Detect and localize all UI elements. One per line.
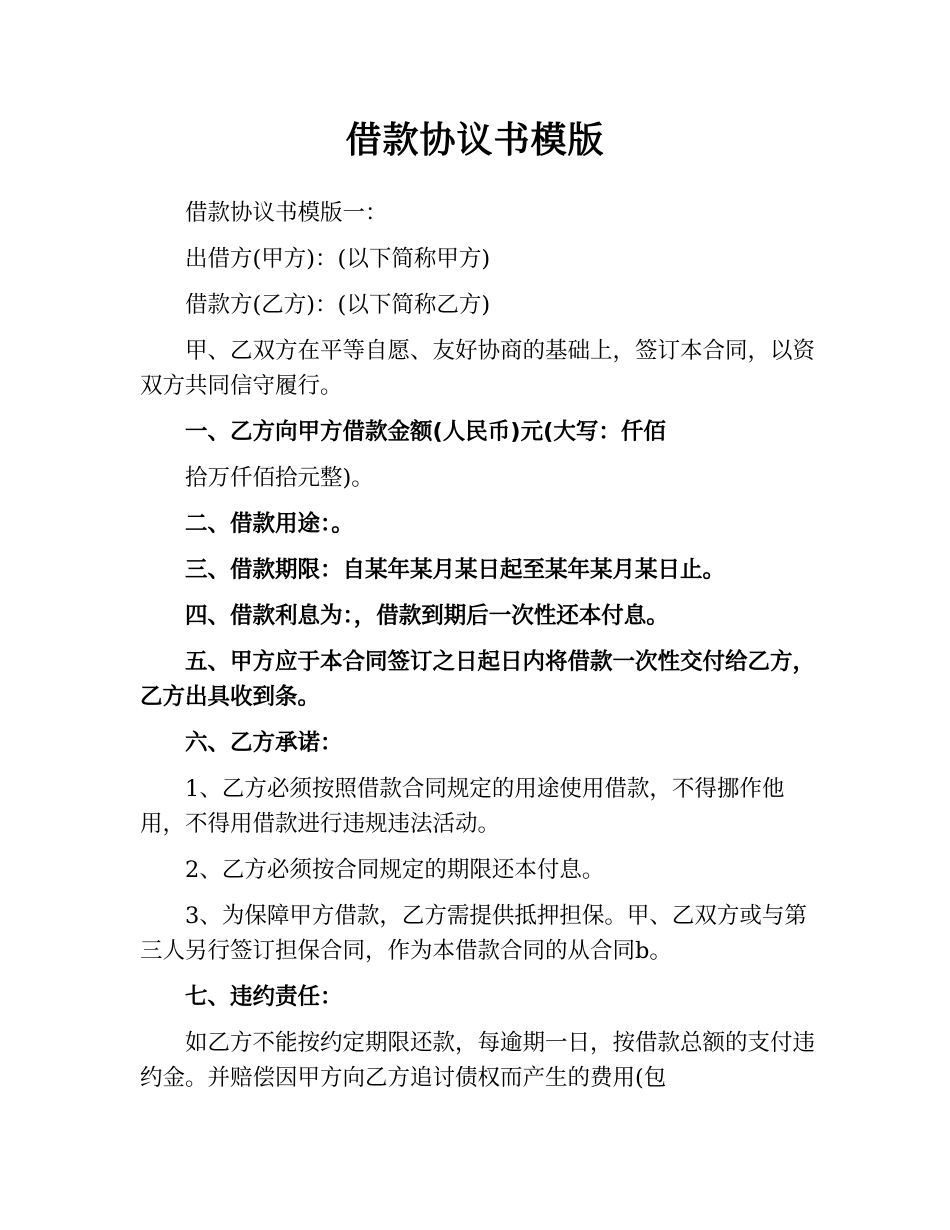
clause-5-heading: 五、甲方应于本合同签订之日起日内将借款一次性交付给乙方，乙方出具收到条。 <box>140 649 816 710</box>
clause-6-item-3: 3、为保障甲方借款，乙方需提供抵押担保。甲、乙双方或与第三人另行签订担保合同，作为本借款合同的从合同b。 <box>140 903 807 964</box>
clause-6-heading: 六、乙方承诺： <box>185 730 343 756</box>
clause-7-body: 如乙方不能按约定期限还款，每逾期一日，按借款总额的支付违约金。并赔偿因甲方向乙方追讨债权而产生的费用(包 <box>140 1030 816 1091</box>
clause-3-heading: 三、借款期限：自某年某月某日起至某年某月某日止。 <box>185 557 726 583</box>
document-body <box>140 196 820 1107</box>
clause-7-heading: 七、违约责任： <box>185 984 343 1010</box>
document-title: 借款协议书模版 <box>345 120 605 161</box>
clause-1-heading: 一、乙方向甲方借款金额(人民币)元(大写：仟佰 <box>185 419 666 445</box>
clause-1-continuation: 拾万仟佰拾元整)。 <box>185 465 374 491</box>
clause-2-heading: 二、借款用途：。 <box>185 511 354 537</box>
clause-6-item-1: 1、乙方必须按照借款合同规定的用途使用借款，不得挪作他用，不得用借款进行违规违法活动。 <box>140 776 785 837</box>
paragraph-intro: 借款协议书模版一： <box>185 200 388 226</box>
clause-4-heading: 四、借款利息为：，借款到期后一次性还本付息。 <box>185 603 669 629</box>
paragraph-lender: 出借方(甲方)：(以下简称甲方) <box>185 246 491 272</box>
paragraph-preamble: 甲、乙双方在平等自愿、友好协商的基础上，签订本合同，以资双方共同信守履行。 <box>140 338 816 399</box>
clause-6-item-2: 2、乙方必须按合同规定的期限还本付息。 <box>185 857 605 883</box>
paragraph-borrower: 借款方(乙方)：(以下简称乙方) <box>185 292 491 318</box>
